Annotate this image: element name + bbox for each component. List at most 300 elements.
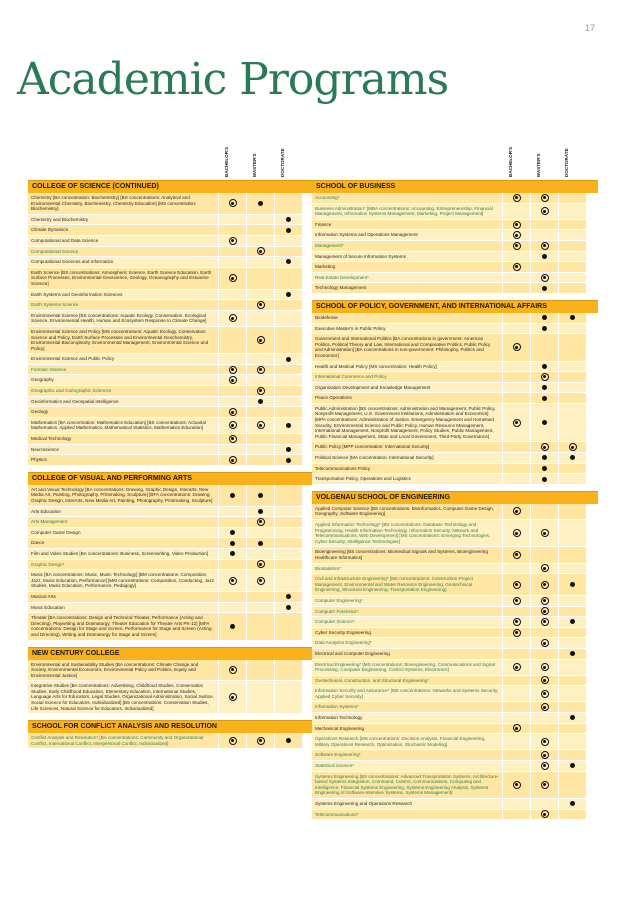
doctorate-cell (558, 313, 586, 323)
degree-offered-dot-icon (286, 447, 291, 452)
degree-online-circle-dot-icon (569, 443, 577, 451)
program-row (312, 324, 598, 335)
bachelors-cell (502, 607, 530, 617)
bachelors-cell (502, 220, 530, 230)
degree-online-circle-dot-icon (257, 737, 265, 745)
bachelors-cell (502, 676, 530, 686)
degree-online-circle-dot-icon (257, 577, 265, 585)
degree-offered-dot-icon (542, 254, 547, 259)
degree-online-circle-dot-icon (541, 564, 549, 572)
degree-online-circle-dot-icon (541, 639, 549, 647)
masters-cell (246, 354, 274, 364)
doctorate-cell (274, 603, 302, 613)
program-section (312, 300, 598, 485)
doctorate-cell (274, 613, 302, 639)
bachelors-cell (502, 686, 530, 701)
bachelors-cell (502, 273, 530, 283)
program-row (312, 607, 598, 618)
masters-cell (530, 772, 558, 798)
masters-cell (530, 442, 558, 452)
program-name: Computational Science (28, 247, 218, 257)
program-name: Theater [BA concentrations: Design and Technical Theater, Performance (Acting and Directing), Playwriting and Dramaturgy, Theater Education for Theater Arts PK-12] [MFA concentrations: Design for Stage and Screen, Performance for Stage and Screen (Acting and Directing), Writing and Dramaturgy for Stage and Screen] (28, 613, 218, 639)
program-row (312, 810, 598, 821)
bachelors-cell (502, 750, 530, 760)
bachelors-cell (502, 772, 530, 798)
degree-online-circle-dot-icon (513, 507, 521, 515)
doctorate-cell (274, 517, 302, 527)
program-name: Cyber Security Engineering (312, 628, 502, 638)
program-row (312, 574, 598, 596)
degree-online-circle-dot-icon (229, 577, 237, 585)
program-name: Information Systems and Operations Management (312, 230, 502, 240)
program-row (312, 442, 598, 453)
degree-offered-dot-icon (258, 541, 263, 546)
program-row (28, 681, 314, 714)
masters-cell (530, 520, 558, 546)
program-row (28, 733, 314, 749)
doctorate-cell (558, 564, 586, 574)
program-row (28, 397, 314, 408)
bachelors-cell (218, 300, 246, 310)
doctorate-cell (558, 596, 586, 606)
doctorate-cell (558, 676, 586, 686)
degree-offered-dot-icon (258, 399, 263, 404)
section-title: COLLEGE OF SCIENCE (CONTINUED) (28, 180, 314, 193)
bachelors-cell (218, 538, 246, 548)
degree-offered-dot-icon (542, 385, 547, 390)
masters-cell (530, 734, 558, 749)
page-number: 17 (584, 23, 595, 33)
masters-cell (246, 517, 274, 527)
masters-cell (530, 404, 558, 442)
program-name: Integrative Studies [BA concentrations: Advertising, Childhood Studies, Conservation Studies, Early Childhood Education, Elementary Education, International Studies, Language Arts for Educators, Legal Studies, Organizational Administration, Social Justice, Social Science for Educators, Individualized] [BS concentrations: Conservation Studies, Life Sciences, Natural Science for Educators, Individualized] (28, 681, 218, 713)
masters-cell (530, 324, 558, 334)
header-masters: MASTER'S (252, 153, 257, 177)
bachelors-cell (502, 596, 530, 606)
degree-offered-dot-icon (230, 541, 235, 546)
masters-cell (246, 290, 274, 300)
masters-cell (246, 603, 274, 613)
bachelors-cell (218, 560, 246, 570)
doctorate-cell (558, 607, 586, 617)
masters-cell (530, 547, 558, 562)
program-name: Telecommunications Policy (312, 464, 502, 474)
masters-cell (246, 549, 274, 559)
doctorate-cell (558, 442, 586, 452)
degree-online-circle-dot-icon (513, 263, 521, 271)
degree-online-circle-dot-icon (513, 551, 521, 559)
doctorate-cell (274, 549, 302, 559)
degree-offered-dot-icon (286, 292, 291, 297)
degree-header-right (312, 140, 598, 180)
program-row (312, 241, 598, 252)
bachelors-cell (218, 225, 246, 235)
bachelors-cell (502, 372, 530, 382)
masters-cell (530, 393, 558, 403)
bachelors-cell (218, 613, 246, 639)
degree-online-circle-dot-icon (257, 387, 265, 395)
program-name: Business Administration* [MBA concentrations: Accounting, Entrepreneurship, Financial Management, Information Systems Management, Marketing, Project Management] (312, 204, 502, 219)
program-name: Chemistry and Biochemistry (28, 215, 218, 225)
degree-online-circle-dot-icon (229, 435, 237, 443)
program-row (312, 252, 598, 263)
bachelors-cell (218, 570, 246, 591)
program-row (312, 772, 598, 799)
bachelors-cell (218, 733, 246, 748)
section-title: SCHOOL OF POLICY, GOVERNMENT, AND INTERNATIONAL AFFAIRS (312, 300, 598, 313)
degree-online-circle-dot-icon (541, 810, 549, 818)
section-title: VOLGENAU SCHOOL OF ENGINEERING (312, 491, 598, 504)
bachelors-cell (218, 236, 246, 246)
masters-cell (530, 724, 558, 734)
bachelors-cell (218, 507, 246, 517)
masters-cell (530, 230, 558, 240)
bachelors-cell (502, 393, 530, 403)
program-section (312, 491, 598, 820)
bachelors-cell (502, 660, 530, 675)
doctorate-cell (274, 354, 302, 364)
degree-online-circle-dot-icon (513, 781, 521, 789)
program-name: Public Policy [MPP concentration: International Security] (312, 442, 502, 452)
program-name: Biostatistics* (312, 564, 502, 574)
section-title: SCHOOL OF BUSINESS (312, 180, 598, 193)
degree-online-circle-dot-icon (541, 597, 549, 605)
bachelors-cell (502, 504, 530, 519)
degree-online-circle-dot-icon (513, 194, 521, 202)
bachelors-cell (502, 404, 530, 442)
program-name: Computer Game Design (28, 528, 218, 538)
bachelors-cell (218, 517, 246, 527)
degree-online-circle-dot-icon (513, 529, 521, 537)
program-rows (28, 660, 314, 715)
bachelors-cell (502, 453, 530, 463)
degree-online-circle-dot-icon (513, 221, 521, 229)
doctorate-cell (274, 397, 302, 407)
doctorate-cell (558, 453, 586, 463)
bachelors-cell (218, 660, 246, 681)
program-row (28, 528, 314, 539)
doctorate-cell (274, 570, 302, 591)
masters-cell (530, 761, 558, 771)
masters-cell (530, 799, 558, 809)
bachelors-cell (218, 268, 246, 289)
doctorate-cell (274, 193, 302, 214)
degree-online-circle-dot-icon (541, 738, 549, 746)
masters-cell (246, 300, 274, 310)
degree-online-circle-dot-icon (541, 781, 549, 789)
program-row (28, 193, 314, 215)
doctorate-cell (558, 283, 586, 293)
program-row (28, 538, 314, 549)
program-row (312, 262, 598, 273)
doctorate-cell (558, 334, 586, 360)
header-bachelors: BACHELOR'S (508, 146, 513, 177)
program-row (28, 603, 314, 614)
bachelors-cell (502, 649, 530, 659)
degree-offered-dot-icon (570, 763, 575, 768)
bachelors-cell (502, 383, 530, 393)
program-row (28, 445, 314, 456)
program-name: Climate Dynamics (28, 225, 218, 235)
degree-online-circle-dot-icon (229, 456, 237, 464)
masters-cell (530, 273, 558, 283)
bachelors-cell (218, 397, 246, 407)
masters-cell (530, 372, 558, 382)
masters-cell (246, 613, 274, 639)
program-row (28, 247, 314, 258)
bachelors-cell (502, 193, 530, 203)
degree-offered-dot-icon (286, 594, 291, 599)
masters-cell (246, 375, 274, 385)
program-name: Executive Master's in Public Policy (312, 324, 502, 334)
bachelors-cell (502, 724, 530, 734)
bachelors-cell (218, 485, 246, 506)
degree-offered-dot-icon (570, 801, 575, 806)
program-name: Peace Operations (312, 393, 502, 403)
bachelors-cell (502, 324, 530, 334)
degree-offered-dot-icon (542, 466, 547, 471)
bachelors-cell (502, 334, 530, 360)
bachelors-cell (502, 574, 530, 595)
masters-cell (530, 453, 558, 463)
program-name: Film and Video Studies [BA concentrations: Business, Screenwriting, Video Production] (28, 549, 218, 559)
degree-online-circle-dot-icon (257, 336, 265, 344)
program-name: Musical Arts (28, 592, 218, 602)
masters-cell (530, 334, 558, 360)
doctorate-cell (558, 628, 586, 638)
program-rows (312, 193, 598, 294)
degree-online-circle-dot-icon (257, 560, 265, 568)
bachelors-cell (218, 311, 246, 326)
degree-online-circle-dot-icon (229, 199, 237, 207)
program-row (28, 215, 314, 226)
program-row (28, 592, 314, 603)
program-row (312, 404, 598, 443)
right-sections (312, 180, 598, 820)
doctorate-cell (274, 507, 302, 517)
degree-online-circle-dot-icon (229, 408, 237, 416)
masters-cell (246, 538, 274, 548)
masters-cell (530, 313, 558, 323)
bachelors-cell (502, 313, 530, 323)
masters-cell (530, 574, 558, 595)
doctorate-cell (274, 418, 302, 433)
masters-cell (530, 464, 558, 474)
program-section (28, 180, 314, 466)
degree-offered-dot-icon (286, 738, 291, 743)
doctorate-cell (274, 365, 302, 375)
degree-offered-dot-icon (286, 423, 291, 428)
masters-cell (530, 702, 558, 712)
program-name: Physics (28, 455, 218, 465)
degree-online-circle-dot-icon (257, 247, 265, 255)
program-row (28, 660, 314, 682)
doctorate-cell (558, 464, 586, 474)
program-name: Computational Sciences and Informatics (28, 257, 218, 267)
bachelors-cell (218, 386, 246, 396)
degree-online-circle-dot-icon (229, 693, 237, 701)
program-name: Civil and Infrastructure Engineering* [MS concentrations: Construction Project Management, Environmental and Water Resource Engineering, Geotechnical Engineering, Structural Engineering, Transportation Engineering] (312, 574, 502, 595)
doctorate-cell (558, 520, 586, 546)
masters-cell (246, 570, 274, 591)
program-rows (28, 485, 314, 641)
program-name: Information Security and Assurance* [MS concentrations: Networks and Systems Security, Applied Cyber Security] (312, 686, 502, 701)
program-row (28, 560, 314, 571)
program-row (28, 327, 314, 354)
bachelors-cell (218, 681, 246, 713)
bachelors-cell (502, 464, 530, 474)
masters-cell (530, 649, 558, 659)
degree-online-circle-dot-icon (541, 581, 549, 589)
program-name: Organization Development and Knowledge Management (312, 383, 502, 393)
doctorate-cell (558, 273, 586, 283)
doctorate-cell (558, 713, 586, 723)
program-section (28, 720, 314, 749)
program-row (312, 273, 598, 284)
program-name: Arts Education (28, 507, 218, 517)
masters-cell (246, 560, 274, 570)
bachelors-cell (218, 434, 246, 444)
header-bachelors: BACHELOR'S (224, 146, 229, 177)
masters-cell (530, 193, 558, 203)
doctorate-cell (558, 193, 586, 203)
doctorate-cell (274, 268, 302, 289)
doctorate-cell (274, 290, 302, 300)
program-name: Geotechnical, Construction, and Structural Engineering* (312, 676, 502, 686)
degree-online-circle-dot-icon (513, 663, 521, 671)
doctorate-cell (274, 528, 302, 538)
program-name: Environmental Science [BS concentrations: Aquatic Ecology, Conservation, Ecological Science, Environmental Health, Human and Ecosystem Response to Climate Change] (28, 311, 218, 326)
program-name: Statistical Science* (312, 761, 502, 771)
degree-online-circle-dot-icon (229, 237, 237, 245)
degree-online-circle-dot-icon (229, 666, 237, 674)
degree-offered-dot-icon (542, 286, 547, 291)
program-row (28, 407, 314, 418)
bachelors-cell (502, 547, 530, 562)
program-section (28, 472, 314, 641)
right-column (312, 140, 598, 826)
program-section (28, 647, 314, 715)
bachelors-cell (502, 474, 530, 484)
bachelors-cell (218, 528, 246, 538)
doctorate-cell (274, 407, 302, 417)
degree-online-circle-dot-icon (513, 597, 521, 605)
program-row (312, 596, 598, 607)
doctorate-cell (274, 445, 302, 455)
degree-online-circle-dot-icon (541, 618, 549, 626)
masters-cell (246, 236, 274, 246)
doctorate-cell (558, 617, 586, 627)
program-row (28, 225, 314, 236)
degree-offered-dot-icon (230, 493, 235, 498)
bachelors-cell (502, 761, 530, 771)
left-column (28, 140, 314, 755)
program-row (28, 257, 314, 268)
program-row (312, 617, 598, 628)
program-name: Marketing (312, 262, 502, 272)
masters-cell (530, 204, 558, 219)
masters-cell (246, 327, 274, 353)
program-row (312, 799, 598, 810)
program-name: Forensic Science (28, 365, 218, 375)
doctorate-cell (274, 257, 302, 267)
program-row (312, 676, 598, 687)
masters-cell (246, 434, 274, 444)
program-row (28, 375, 314, 386)
bachelors-cell (218, 418, 246, 433)
bachelors-cell (218, 592, 246, 602)
doctorate-cell (558, 724, 586, 734)
program-row (312, 628, 598, 639)
masters-cell (246, 507, 274, 517)
doctorate-cell (558, 262, 586, 272)
doctorate-cell (558, 404, 586, 442)
program-row (312, 504, 598, 520)
degree-online-circle-dot-icon (229, 421, 237, 429)
doctorate-cell (274, 660, 302, 681)
doctorate-cell (558, 574, 586, 595)
program-name: Environmental Science and Public Policy (28, 354, 218, 364)
doctorate-cell (558, 686, 586, 701)
degree-online-circle-dot-icon (229, 366, 237, 374)
program-row (312, 204, 598, 220)
bachelors-cell (502, 241, 530, 251)
program-row (312, 520, 598, 547)
masters-cell (530, 750, 558, 760)
program-name: Dance (28, 538, 218, 548)
degree-offered-dot-icon (542, 455, 547, 460)
degree-offered-dot-icon (570, 715, 575, 720)
masters-cell (246, 386, 274, 396)
program-name: Accounting* (312, 193, 502, 203)
program-row (312, 686, 598, 702)
masters-cell (246, 485, 274, 506)
masters-cell (530, 220, 558, 230)
degree-online-circle-dot-icon (513, 629, 521, 637)
doctorate-cell (274, 560, 302, 570)
masters-cell (246, 418, 274, 433)
program-name: Software Engineering* (312, 750, 502, 760)
program-name: Government and International Politics [BA concentrations in government: American Politics, Political Theory and Law, International and Comparative Politics, Public Policy and Administration] [BA concentrations in non-government: Philosophy, Politics and Economics] (312, 334, 502, 360)
program-section (312, 180, 598, 294)
doctorate-cell (274, 485, 302, 506)
bachelors-cell (218, 193, 246, 214)
program-row (312, 334, 598, 361)
masters-cell (530, 596, 558, 606)
degree-offered-dot-icon (258, 493, 263, 498)
program-rows (312, 504, 598, 820)
degree-offered-dot-icon (230, 530, 235, 535)
degree-offered-dot-icon (286, 458, 291, 463)
bachelors-cell (502, 799, 530, 809)
degree-online-circle-dot-icon (229, 737, 237, 745)
bachelors-cell (502, 283, 530, 293)
doctorate-cell (558, 702, 586, 712)
bachelors-cell (502, 262, 530, 272)
doctorate-cell (274, 311, 302, 326)
doctorate-cell (274, 300, 302, 310)
doctorate-cell (558, 761, 586, 771)
degree-online-circle-dot-icon (541, 242, 549, 250)
bachelors-cell (218, 247, 246, 257)
doctorate-cell (558, 241, 586, 251)
program-name: Earth Science [BS concentrations: Atmospheric Science, Earth Science Education, Earth Surface Processes, Environmental Geoscience, Geology, Oceanography and Estuarine Science] (28, 268, 218, 289)
degree-offered-dot-icon (286, 259, 291, 264)
bachelors-cell (502, 810, 530, 820)
masters-cell (530, 474, 558, 484)
degree-online-circle-dot-icon (513, 618, 521, 626)
program-row (312, 193, 598, 204)
